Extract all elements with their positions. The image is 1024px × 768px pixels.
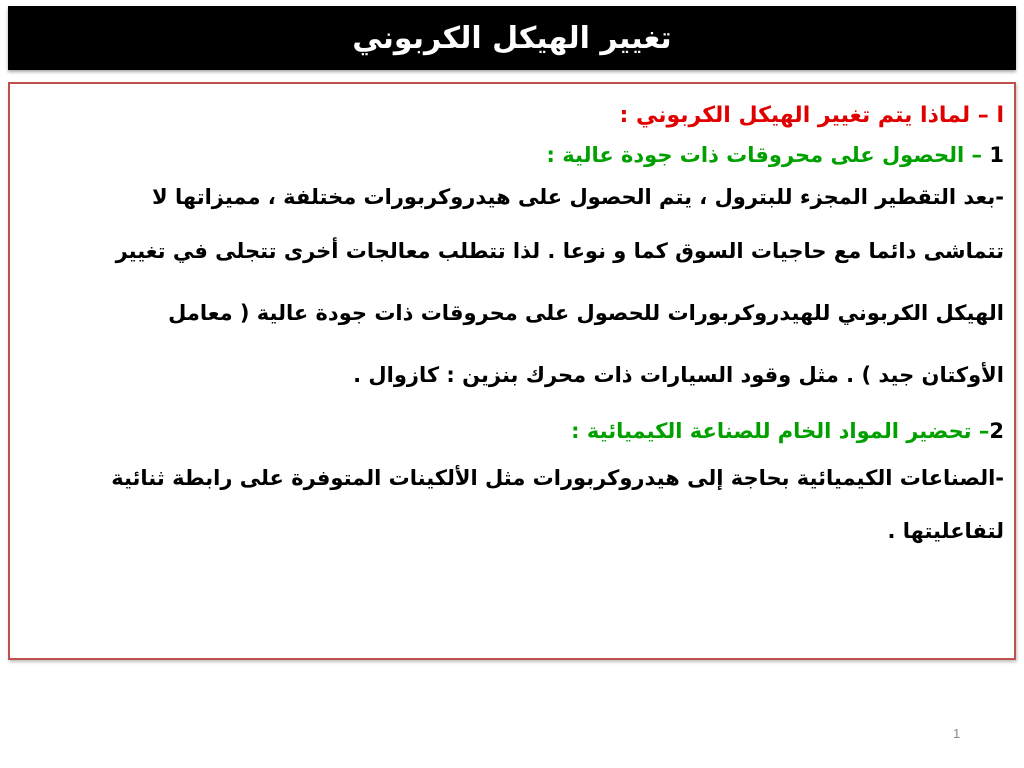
- section1-line-3: الهيكل الكربوني للهيدروكربورات للحصول على محروقات ذات جودة عالية ( معامل: [168, 301, 1004, 325]
- content-box: [8, 82, 1016, 660]
- section1-title: – الحصول على محروقات ذات جودة عالية :: [546, 143, 990, 167]
- page-number: 1: [953, 726, 961, 741]
- section1-line-2: تتماشى دائما مع حاجيات السوق كما و نوعا . لذا تتطلب معالجات أخرى تتجلى في تغيير: [115, 239, 1004, 263]
- section1-line-4: الأوكتان جيد ) . مثل وقود السيارات ذات محرك بنزين : كازوال .: [353, 363, 1004, 387]
- section2-title: – تحضير المواد الخام للصناعة الكيميائية :: [571, 419, 990, 443]
- section2-line-2: لتفاعليتها .: [887, 519, 1004, 543]
- section1-line-1: -بعد التقطير المجزء للبترول ، يتم الحصول على هيدروكربورات مختلفة ، مميزاتها لا: [152, 185, 1004, 209]
- content-body: [32, 96, 1004, 562]
- title-bar: [8, 6, 1016, 70]
- main-heading: ا – لماذا يتم تغيير الهيكل الكربوني :: [619, 103, 1004, 128]
- section1-heading: [32, 136, 1004, 174]
- section1-number: 1: [989, 143, 1004, 167]
- section2-heading: [32, 406, 1004, 456]
- section2-line-1: -الصناعات الكيميائية بحاجة إلى هيدروكربورات مثل الألكينات المتوفرة على رابطة ثنائية: [111, 466, 1004, 490]
- section2-number: 2: [989, 419, 1004, 443]
- slide-title: تغيير الهيكل الكربوني: [352, 20, 672, 56]
